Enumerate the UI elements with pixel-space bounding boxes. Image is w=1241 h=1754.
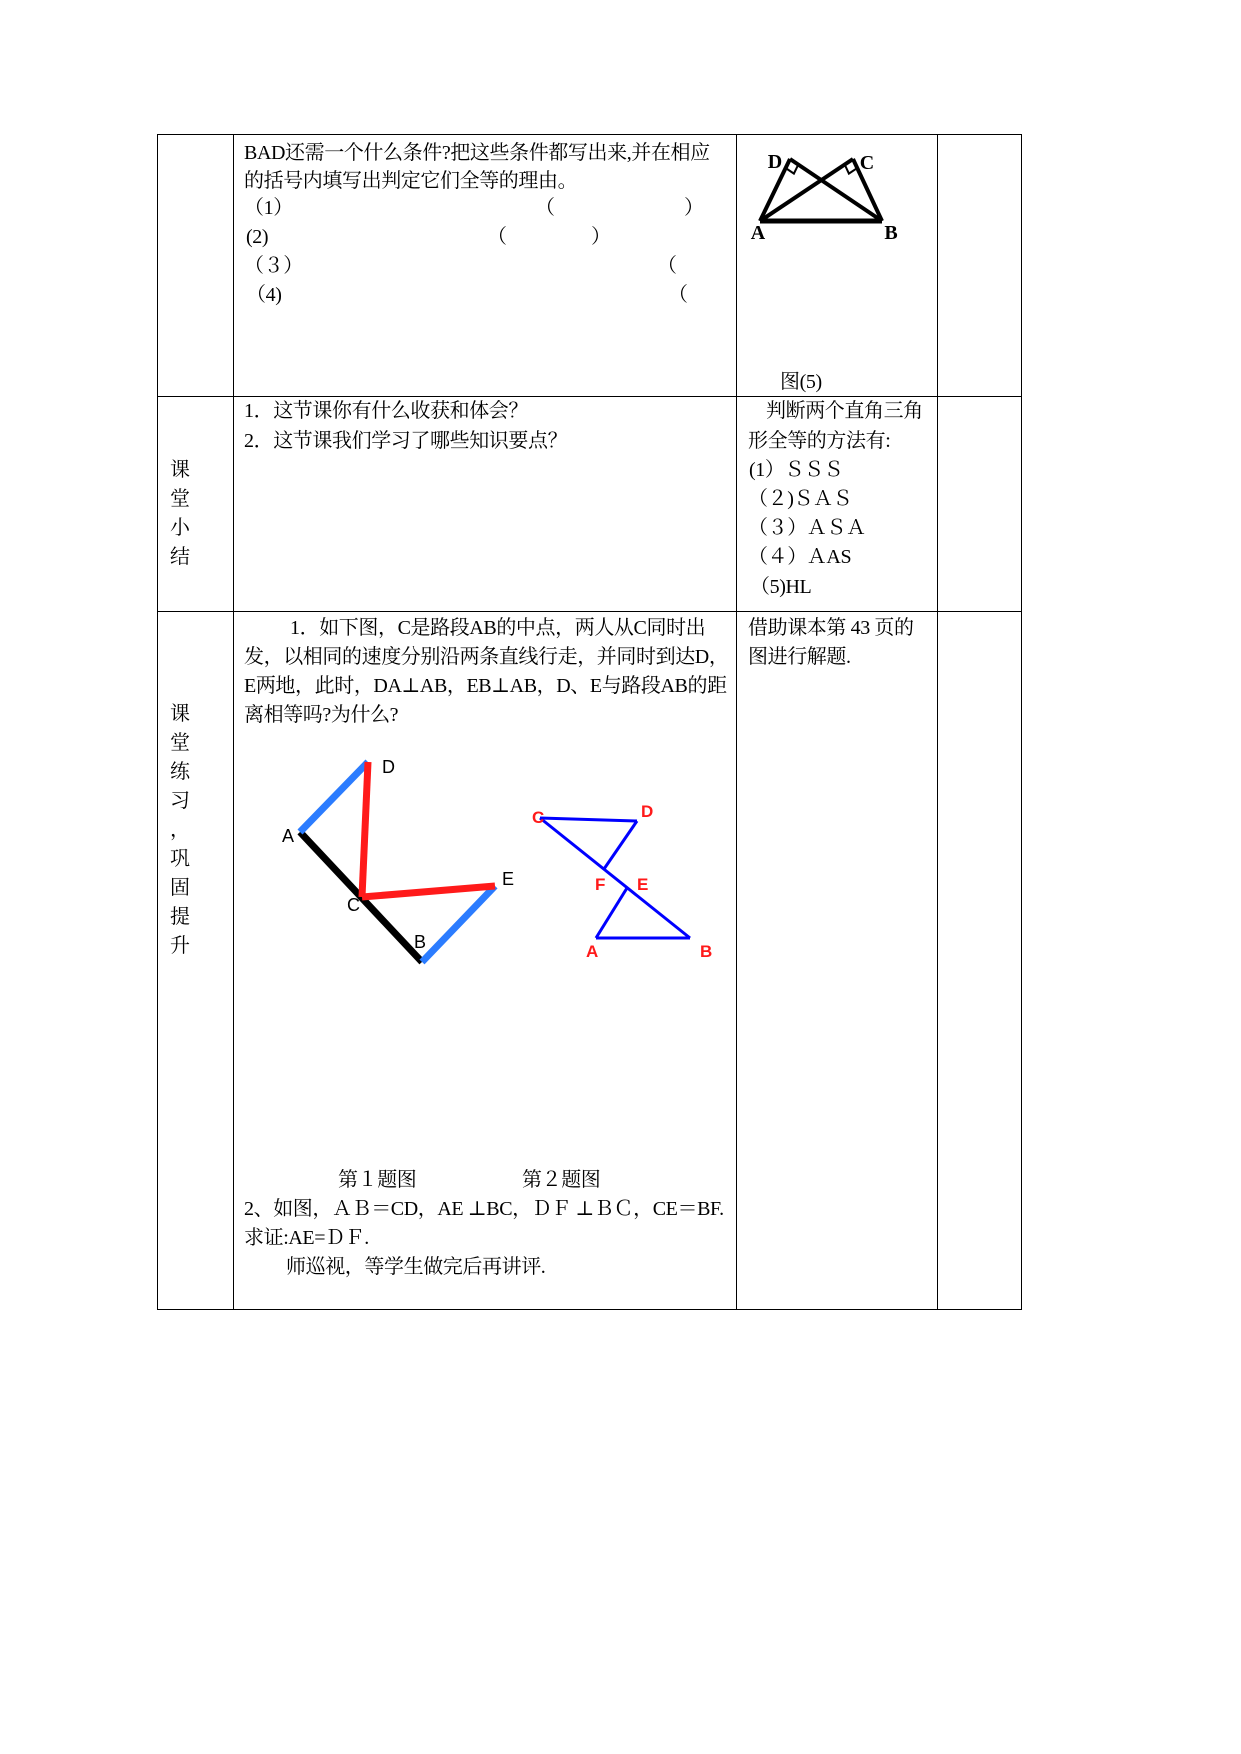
blank-1-open-paren: （ xyxy=(535,197,555,219)
methods-intro-line-2: 形全等的方法有: xyxy=(748,430,891,452)
question-2-line: 2、如图，ＡＢ＝CD，AE ⊥BC，ＤＦ ⊥ＢＣ，CE＝BF. xyxy=(244,1198,724,1220)
practice-heading-char: 课 xyxy=(170,703,190,725)
practice-heading-char: 练 xyxy=(170,761,190,783)
segment-ea xyxy=(596,888,627,938)
vertex-label-a: A xyxy=(750,222,766,244)
practice-heading-char: 堂 xyxy=(170,732,190,754)
summary-heading-char: 小 xyxy=(170,517,190,539)
segment-cd xyxy=(540,818,637,821)
question-2-proof-line: 求证:AE=ＤＦ. xyxy=(244,1227,369,1249)
vertex-label-c: C xyxy=(859,152,875,174)
segment-df xyxy=(604,821,637,869)
summary-heading-char: 堂 xyxy=(170,488,190,510)
summary-heading-char: 课 xyxy=(170,459,190,481)
method-item: (1）ＳＳＳ xyxy=(749,459,844,481)
figure-2-triangles xyxy=(520,795,730,965)
practice-heading-char: 提 xyxy=(170,906,190,928)
practice-heading-char: 升 xyxy=(170,935,190,957)
figure-5-caption: 图(5) xyxy=(780,371,822,393)
vertex-label-e: E xyxy=(637,875,649,894)
blank-2-open-paren: （ xyxy=(487,226,507,248)
practice-heading-char: 习 xyxy=(170,790,190,812)
practice-heading-char: ， xyxy=(170,819,190,841)
practice-notes-cell xyxy=(737,612,938,1310)
figure-1-caption: 第１题图 xyxy=(338,1169,417,1191)
method-item: （5)HL xyxy=(750,576,812,598)
vertex-label-b: B xyxy=(414,932,427,952)
hint-line: 借助课本第 43 页的 xyxy=(748,617,914,639)
blank-4-open-paren: （ xyxy=(668,284,688,306)
segment-ce xyxy=(362,886,495,897)
blank-3-open-paren: （ xyxy=(657,255,677,277)
segment-cb xyxy=(540,818,690,938)
vertex-label-d: D xyxy=(641,802,654,821)
vertex-label-b: B xyxy=(884,222,898,244)
practice-content-cell xyxy=(234,612,737,1310)
vertex-label-c: C xyxy=(532,808,545,827)
row1-extra-cell xyxy=(938,134,1022,397)
question-1-line: 1．如下图，C是路段AB的中点，两人从C同时出 xyxy=(290,617,706,639)
vertex-label-c: C xyxy=(347,895,360,915)
hint-line: 图进行解题. xyxy=(748,646,851,668)
vertex-label-d: D xyxy=(382,757,395,777)
practice-heading-char: 固 xyxy=(170,877,190,899)
summary-extra-cell xyxy=(938,397,1022,612)
summary-content-cell xyxy=(234,397,737,612)
vertex-label-f: F xyxy=(595,875,606,894)
row1-stage-cell xyxy=(157,134,234,397)
method-item: （３）ＡＳＡ xyxy=(748,517,866,539)
row1-notes-cell xyxy=(737,134,938,397)
figure-1-paths xyxy=(270,740,530,980)
summary-question-1: 1．这节课你有什么收获和体会？ xyxy=(244,400,528,422)
row1-content-cell xyxy=(234,134,737,397)
segment-dc xyxy=(362,762,368,897)
practice-stage-cell xyxy=(157,612,234,1310)
vertex-label-a: A xyxy=(586,942,599,961)
methods-intro-line-1: 判断两个直角三角 xyxy=(766,400,923,422)
summary-stage-cell xyxy=(157,397,234,612)
blank-3-number: （３） xyxy=(244,255,303,277)
teacher-note: 师巡视，等学生做完后再讲评. xyxy=(286,1256,546,1278)
question-1-line: 离相等吗?为什么? xyxy=(244,704,399,726)
figure-5-triangles xyxy=(745,146,915,256)
segment-ad xyxy=(300,762,368,832)
lesson-plan-table xyxy=(157,134,1022,1310)
question-1-line: E两地，此时，DA⊥AB，EB⊥AB，D、E与路段AB的距 xyxy=(244,675,727,697)
blank-2-close-paren: ） xyxy=(591,226,611,248)
summary-notes-cell xyxy=(737,397,938,612)
blank-4-number: （4) xyxy=(246,284,282,306)
vertex-label-e: E xyxy=(502,869,515,889)
method-item: （４）ＡAS xyxy=(748,546,852,568)
segment-be xyxy=(422,886,495,962)
blank-1-close-paren: ） xyxy=(684,197,704,219)
task-line-2: 的括号内填写出判定它们全等的理由。 xyxy=(244,170,578,192)
summary-question-2: 2．这节课我们学习了哪些知识要点？ xyxy=(244,430,568,452)
task-line-1: BAD还需一个什么条件?把这些条件都写出来,并在相应 xyxy=(244,142,710,164)
blank-2-number: (2) xyxy=(246,226,269,248)
practice-extra-cell xyxy=(938,612,1022,1310)
summary-heading-char: 结 xyxy=(170,546,190,568)
vertex-label-b: B xyxy=(700,942,713,961)
figure-2-caption: 第２题图 xyxy=(522,1169,601,1191)
vertex-label-a: A xyxy=(282,826,295,846)
vertex-label-d: D xyxy=(767,151,783,173)
blank-1-number: （1） xyxy=(244,197,293,219)
practice-heading-char: 巩 xyxy=(170,848,190,870)
question-1-line: 发，以相同的速度分别沿两条直线行走，并同时到达D， xyxy=(244,646,729,668)
method-item: （２)ＳＡＳ xyxy=(748,488,853,510)
